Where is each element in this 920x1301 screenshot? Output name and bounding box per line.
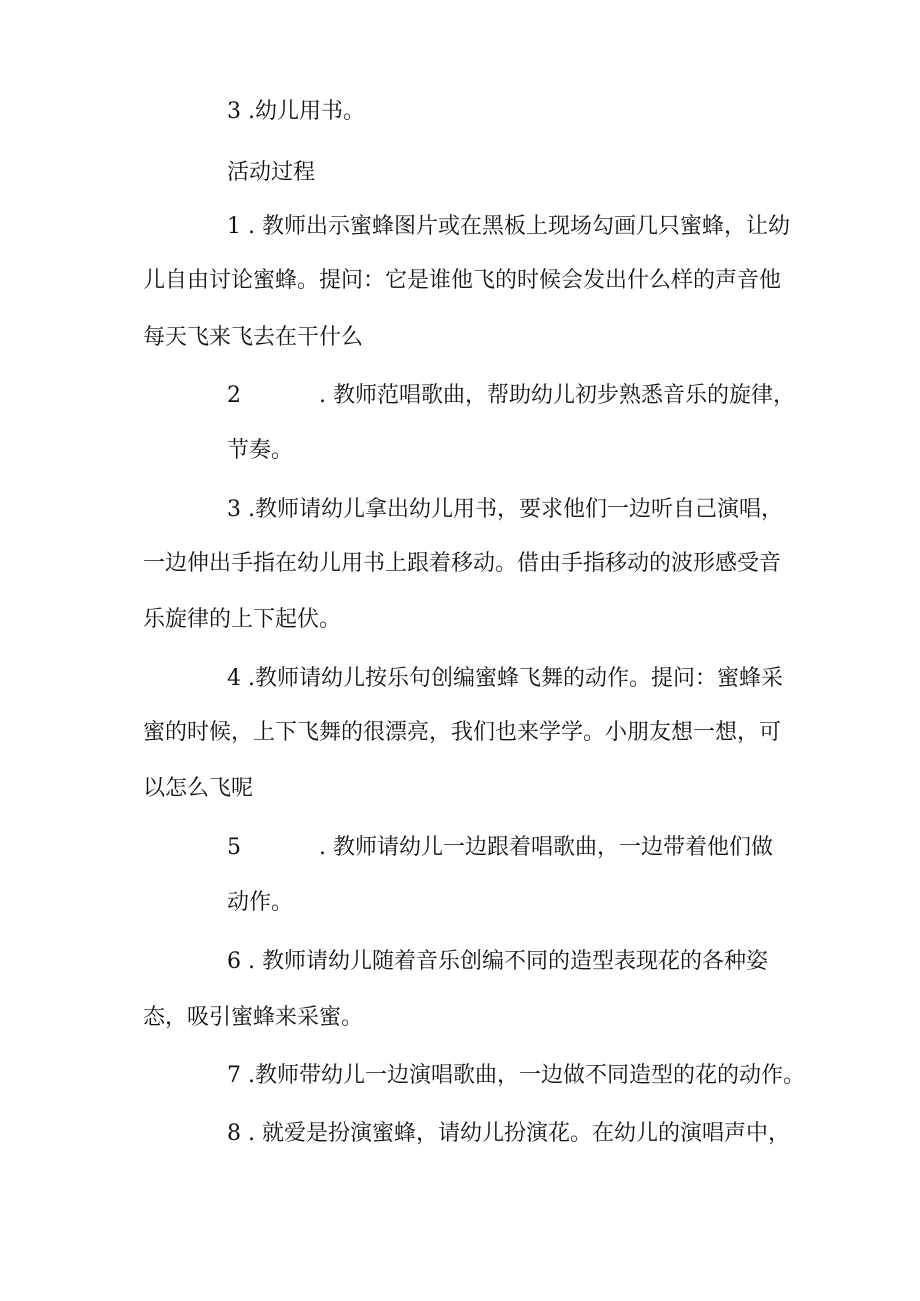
step-text: . 教师范唱歌曲，帮助幼儿初步熟悉音乐的旋律， [319,383,795,408]
text-line-step-2 [227,383,795,409]
text-line-step-6: 6 . 教师请幼儿随着音乐创编不同的造型表现花的各种姿 [227,949,768,974]
text-line-step-4-cont: 蜜的时候，上下飞舞的很漂亮，我们也来学学。小朋友想一想，可 [143,720,782,745]
text-line-step-6-cont: 态，吸引蜜蜂来采蜜。 [143,1005,364,1030]
step-number: 2 [227,383,241,408]
text-line-step-7: 7 .教师带幼儿一边演唱歌曲，一边做不同造型的花的动作。 [227,1063,805,1088]
text-line-step-2-cont: 节奏。 [227,438,294,463]
text-line-step-5-cont: 动作。 [227,890,294,915]
text-line-step-4: 4 .教师请幼儿按乐句创编蜜蜂飞舞的动作。提问：蜜蜂采 [227,666,783,691]
text-line-step-1-cont: 儿自由讨论蜜蜂。提问：它是谁他飞的时候会发出什么样的声音他 [143,268,782,293]
text-line-step-5 [227,835,773,861]
text-line-step-1-cont-2: 每天飞来飞去在干什么 [143,325,364,350]
text-line-step-1: 1 . 教师出示蜜蜂图片或在黑板上现场勾画几只蜜蜂，让幼 [227,214,790,239]
text-line-step-3-cont-2: 乐旋律的上下起伏。 [143,607,342,632]
text-line-step-4-cont-2: 以怎么飞呢 [143,776,254,801]
step-text: . 教师请幼儿一边跟着唱歌曲，一边带着他们做 [319,835,773,860]
section-heading-activity-process: 活动过程 [227,160,316,185]
step-number: 5 [227,835,241,860]
text-line-step-8: 8 . 就爱是扮演蜜蜂，请幼儿扮演花。在幼儿的演唱声中， [227,1121,790,1146]
text-line-step-3: 3 .教师请幼儿拿出幼儿用书，要求他们一边听自己演唱， [227,497,783,522]
text-line-step-3-cont: 一边伸出手指在幼儿用书上跟着移动。借由手指移动的波形感受音 [143,551,782,576]
text-line-materials-3: 3 .幼儿用书。 [227,99,365,124]
